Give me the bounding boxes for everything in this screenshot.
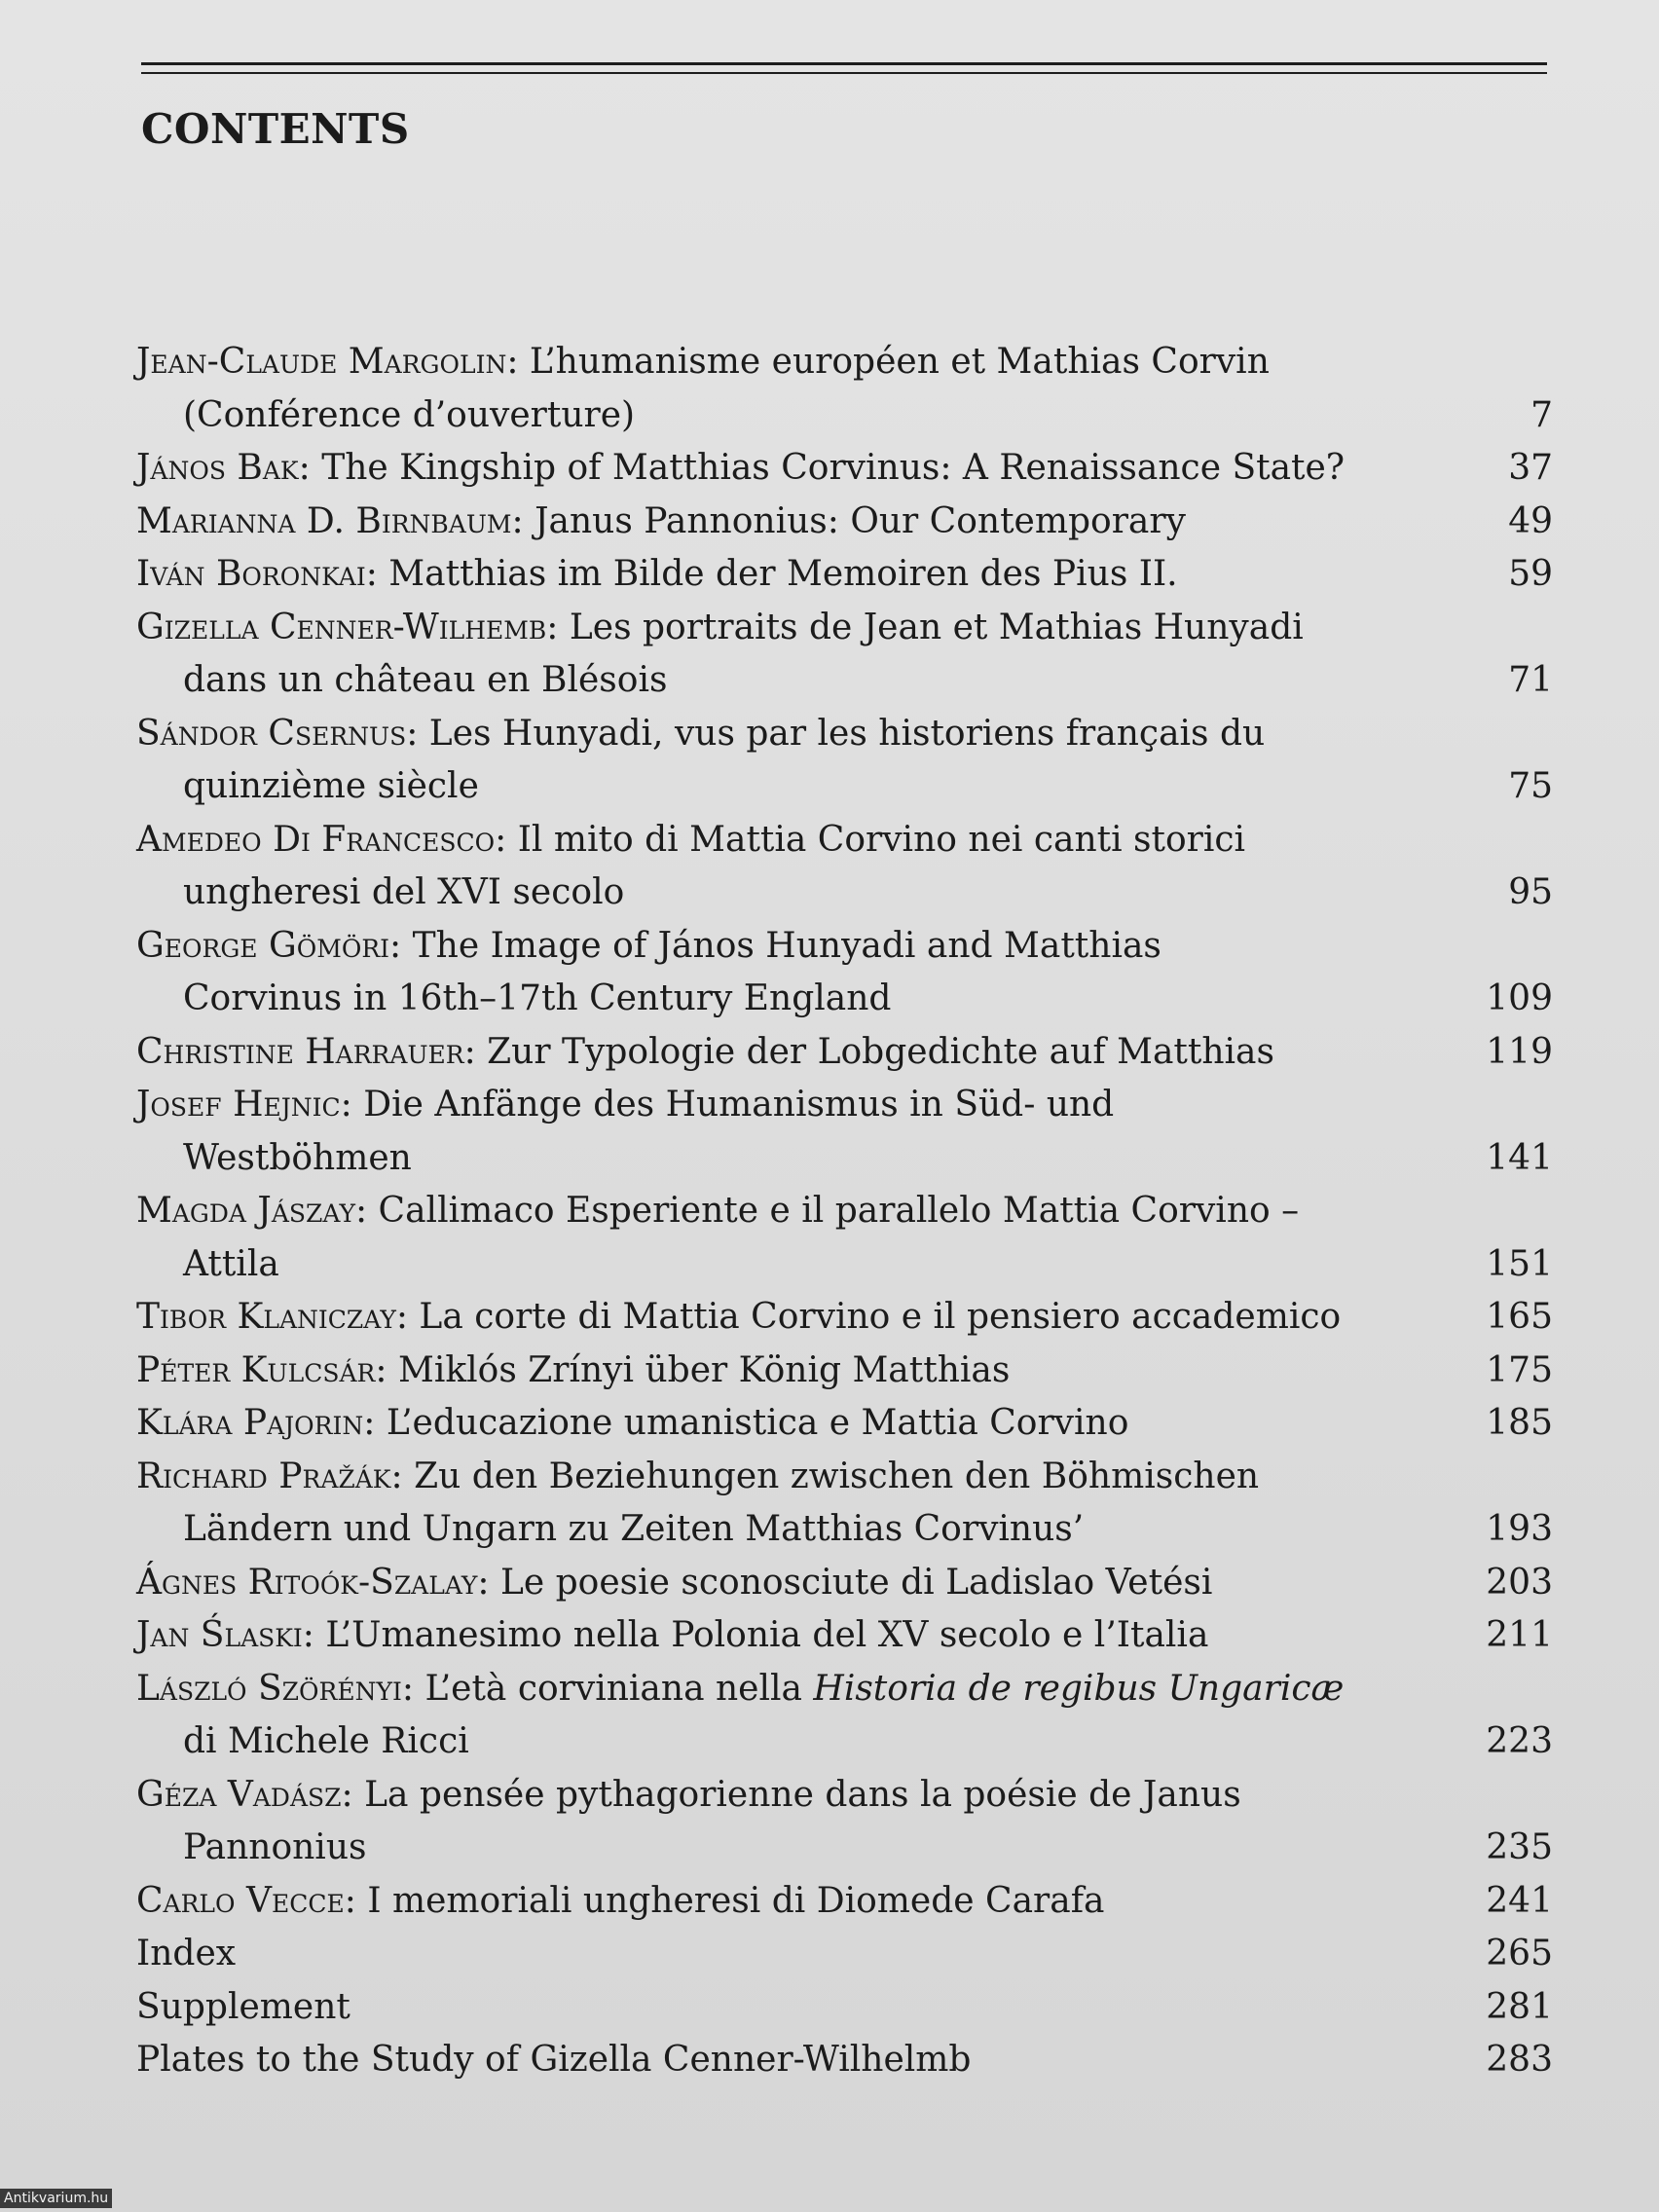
entry-title: Pannonius xyxy=(183,1827,367,1867)
toc-entry-line xyxy=(136,866,1553,920)
toc-entry-line xyxy=(136,654,1553,708)
entry-page-number: 37 xyxy=(1508,448,1553,488)
entry-title: Les Hunyadi, vus par les historiens français du xyxy=(428,713,1266,754)
toc-entry-line xyxy=(136,1663,1553,1716)
entry-title: L’humanisme européen et Mathias Corvin xyxy=(529,342,1270,382)
entry-author: Iván Boronkai: xyxy=(136,554,378,594)
toc-entry xyxy=(136,2034,1553,2087)
entry-page-number: 281 xyxy=(1486,1986,1553,2027)
toc-entry-line xyxy=(136,1345,1553,1398)
entry-author: Gizella Cenner-Wilhemb: xyxy=(136,607,559,647)
toc-entry xyxy=(136,1185,1553,1291)
entry-title: (Conférence d’ouverture) xyxy=(183,394,636,435)
entry-page-number: 59 xyxy=(1508,554,1553,594)
entry-title: The Image of János Hunyadi and Matthias xyxy=(412,925,1161,966)
toc-entry-line xyxy=(136,814,1553,867)
entry-title: La pensée pythagorienne dans la poésie de Janus xyxy=(364,1774,1241,1815)
toc-entry xyxy=(136,496,1553,549)
toc-entry-line xyxy=(136,1609,1553,1663)
toc-entry xyxy=(136,1451,1553,1557)
entry-author: László Szörényi: xyxy=(136,1668,414,1709)
entry-page-number: 235 xyxy=(1486,1827,1553,1867)
toc-entry xyxy=(136,1345,1553,1398)
entry-title: Ländern und Ungarn zu Zeiten Matthias Corvinus’ xyxy=(183,1509,1085,1549)
toc-entry xyxy=(136,336,1553,442)
entry-author: Richard Pražák: xyxy=(136,1456,403,1496)
entry-title: Janus Pannonius: Our Contemporary xyxy=(535,500,1186,541)
entry-author: Sándor Csernus: xyxy=(136,713,419,754)
entry-author: Christine Harrauer: xyxy=(136,1031,476,1072)
entry-title: Il mito di Mattia Corvino nei canti storici xyxy=(517,819,1246,860)
entry-title: quinzième siècle xyxy=(183,766,479,806)
toc-entry-line xyxy=(136,336,1553,389)
toc-entry-line xyxy=(136,1769,1553,1823)
entry-author: Magda Jászay: xyxy=(136,1191,368,1231)
entry-author: Marianna D. Birnbaum: xyxy=(136,500,524,541)
entry-author: Josef Hejnic: xyxy=(136,1085,352,1124)
entry-title: La corte di Mattia Corvino e il pensiero accademico xyxy=(419,1297,1342,1337)
toc-entry-line xyxy=(136,602,1553,655)
toc-entry-line xyxy=(136,1928,1553,1981)
entry-page-number: 175 xyxy=(1486,1349,1553,1390)
entry-author: János Bak: xyxy=(136,448,311,488)
toc-entry xyxy=(136,548,1553,602)
entry-title: Le poesie sconosciute di Ladislao Vetési xyxy=(499,1562,1213,1603)
toc-entry xyxy=(136,708,1553,814)
entry-title: ungheresi del XVI secolo xyxy=(183,872,625,912)
entry-title: Westböhmen xyxy=(183,1137,412,1178)
toc-entry-line xyxy=(136,1503,1553,1557)
toc-entry xyxy=(136,1397,1553,1451)
watermark: Antikvarium.hu xyxy=(0,2189,112,2208)
entry-page-number: 7 xyxy=(1530,394,1553,435)
entry-page-number: 75 xyxy=(1508,766,1553,806)
entry-page-number: 283 xyxy=(1486,2040,1553,2080)
toc-entry-line xyxy=(136,1291,1553,1345)
toc-entry-line xyxy=(136,1715,1553,1769)
toc-entry xyxy=(136,1981,1553,2035)
entry-author: Tibor Klaniczay: xyxy=(136,1297,408,1337)
entry-title: Callimaco Esperiente e il parallelo Mattia Corvino – xyxy=(378,1191,1300,1231)
toc-entry-line xyxy=(136,548,1553,602)
entry-page-number: 49 xyxy=(1508,500,1553,541)
entry-page-number: 185 xyxy=(1486,1403,1553,1443)
entry-author: Amedeo Di Francesco: xyxy=(136,819,507,860)
entry-page-number: 109 xyxy=(1486,978,1553,1018)
toc-entry-line xyxy=(136,1451,1553,1504)
toc-entry-line xyxy=(136,1557,1553,1610)
toc-entry xyxy=(136,1609,1553,1663)
toc-entry xyxy=(136,1026,1553,1080)
entry-page-number: 151 xyxy=(1486,1243,1553,1284)
entry-title: L’età corviniana nella xyxy=(424,1668,814,1709)
toc-entry xyxy=(136,1079,1553,1185)
entry-title: Attila xyxy=(183,1243,279,1284)
entry-page-number: 141 xyxy=(1486,1137,1553,1178)
toc-entry-line xyxy=(136,1822,1553,1875)
toc-entry xyxy=(136,814,1553,920)
toc-entry-line xyxy=(136,496,1553,549)
table-of-contents xyxy=(136,336,1553,2087)
toc-entry-line xyxy=(136,1079,1553,1132)
entry-title: Plates to the Study of Gizella Cenner-Wilhelmb xyxy=(136,2040,972,2080)
entry-title: The Kingship of Matthias Corvinus: A Renaissance State? xyxy=(321,448,1346,488)
toc-entry-line xyxy=(136,708,1553,761)
toc-entry-line xyxy=(136,389,1553,443)
toc-entry xyxy=(136,920,1553,1026)
contents-heading: CONTENTS xyxy=(141,105,410,153)
entry-title: Matthias im Bilde der Memoiren des Pius II. xyxy=(388,554,1178,594)
toc-entry xyxy=(136,602,1553,708)
entry-title: di Michele Ricci xyxy=(183,1721,469,1761)
entry-author: Péter Kulcsár: xyxy=(136,1349,387,1390)
entry-page-number: 223 xyxy=(1486,1721,1553,1761)
entry-title: Corvinus in 16th–17th Century England xyxy=(183,978,892,1018)
entry-title: dans un château en Blésois xyxy=(183,660,668,700)
entry-title: Zu den Beziehungen zwischen den Böhmischen xyxy=(414,1456,1260,1496)
toc-entry xyxy=(136,1557,1553,1610)
entry-title: L’educazione umanistica e Mattia Corvino xyxy=(386,1403,1129,1443)
entry-page-number: 265 xyxy=(1486,1934,1553,1973)
toc-entry-line xyxy=(136,760,1553,814)
entry-page-number: 71 xyxy=(1508,660,1553,700)
entry-page-number: 211 xyxy=(1486,1615,1553,1655)
entry-author: George Gömöri: xyxy=(136,925,402,966)
entry-title: Miklós Zrínyi über König Matthias xyxy=(397,1349,1011,1390)
toc-entry xyxy=(136,1291,1553,1345)
entry-author: Jean-Claude Margolin: xyxy=(136,342,519,382)
entry-title: Les portraits de Jean et Mathias Hunyadi xyxy=(569,607,1304,647)
entry-page-number: 241 xyxy=(1486,1880,1553,1921)
entry-author: Jan Ślaski: xyxy=(136,1615,314,1655)
toc-entry-line xyxy=(136,920,1553,974)
entry-page-number: 95 xyxy=(1508,872,1553,912)
entry-author: Géza Vadász: xyxy=(136,1774,353,1815)
toc-entry xyxy=(136,1928,1553,1981)
entry-page-number: 193 xyxy=(1486,1509,1553,1549)
entry-title-italic: Historia de regibus Ungaricæ xyxy=(813,1668,1345,1709)
entry-author: Carlo Vecce: xyxy=(136,1880,356,1921)
entry-title: Index xyxy=(136,1934,237,1973)
entry-title: L’Umanesimo nella Polonia del XV secolo e l’Italia xyxy=(325,1615,1209,1655)
entry-title: Zur Typologie der Lobgedichte auf Matthias xyxy=(487,1031,1274,1072)
toc-entry xyxy=(136,1663,1553,1769)
toc-entry xyxy=(136,1769,1553,1875)
top-rule xyxy=(141,62,1547,65)
entry-page-number: 203 xyxy=(1486,1562,1553,1603)
toc-entry-line xyxy=(136,442,1553,496)
toc-entry-line xyxy=(136,1026,1553,1080)
toc-entry-line xyxy=(136,1132,1553,1186)
entry-author: Klára Pajorin: xyxy=(136,1403,376,1443)
toc-entry-line xyxy=(136,1397,1553,1451)
top-rule-thin xyxy=(141,72,1547,74)
entry-title: Supplement xyxy=(136,1986,350,2027)
entry-title: Die Anfänge des Humanismus in Süd- und xyxy=(363,1085,1115,1124)
toc-entry-line xyxy=(136,973,1553,1026)
entry-title: I memoriali ungheresi di Diomede Carafa xyxy=(367,1880,1105,1921)
toc-entry xyxy=(136,442,1553,496)
toc-entry-line xyxy=(136,2034,1553,2087)
entry-page-number: 119 xyxy=(1486,1031,1553,1072)
toc-entry-line xyxy=(136,1238,1553,1292)
toc-entry-line xyxy=(136,1185,1553,1238)
entry-page-number: 165 xyxy=(1486,1297,1553,1337)
entry-author: Ágnes Ritoók-Szalay: xyxy=(136,1562,490,1603)
toc-entry xyxy=(136,1875,1553,1929)
toc-entry-line xyxy=(136,1981,1553,2035)
toc-entry-line xyxy=(136,1875,1553,1929)
